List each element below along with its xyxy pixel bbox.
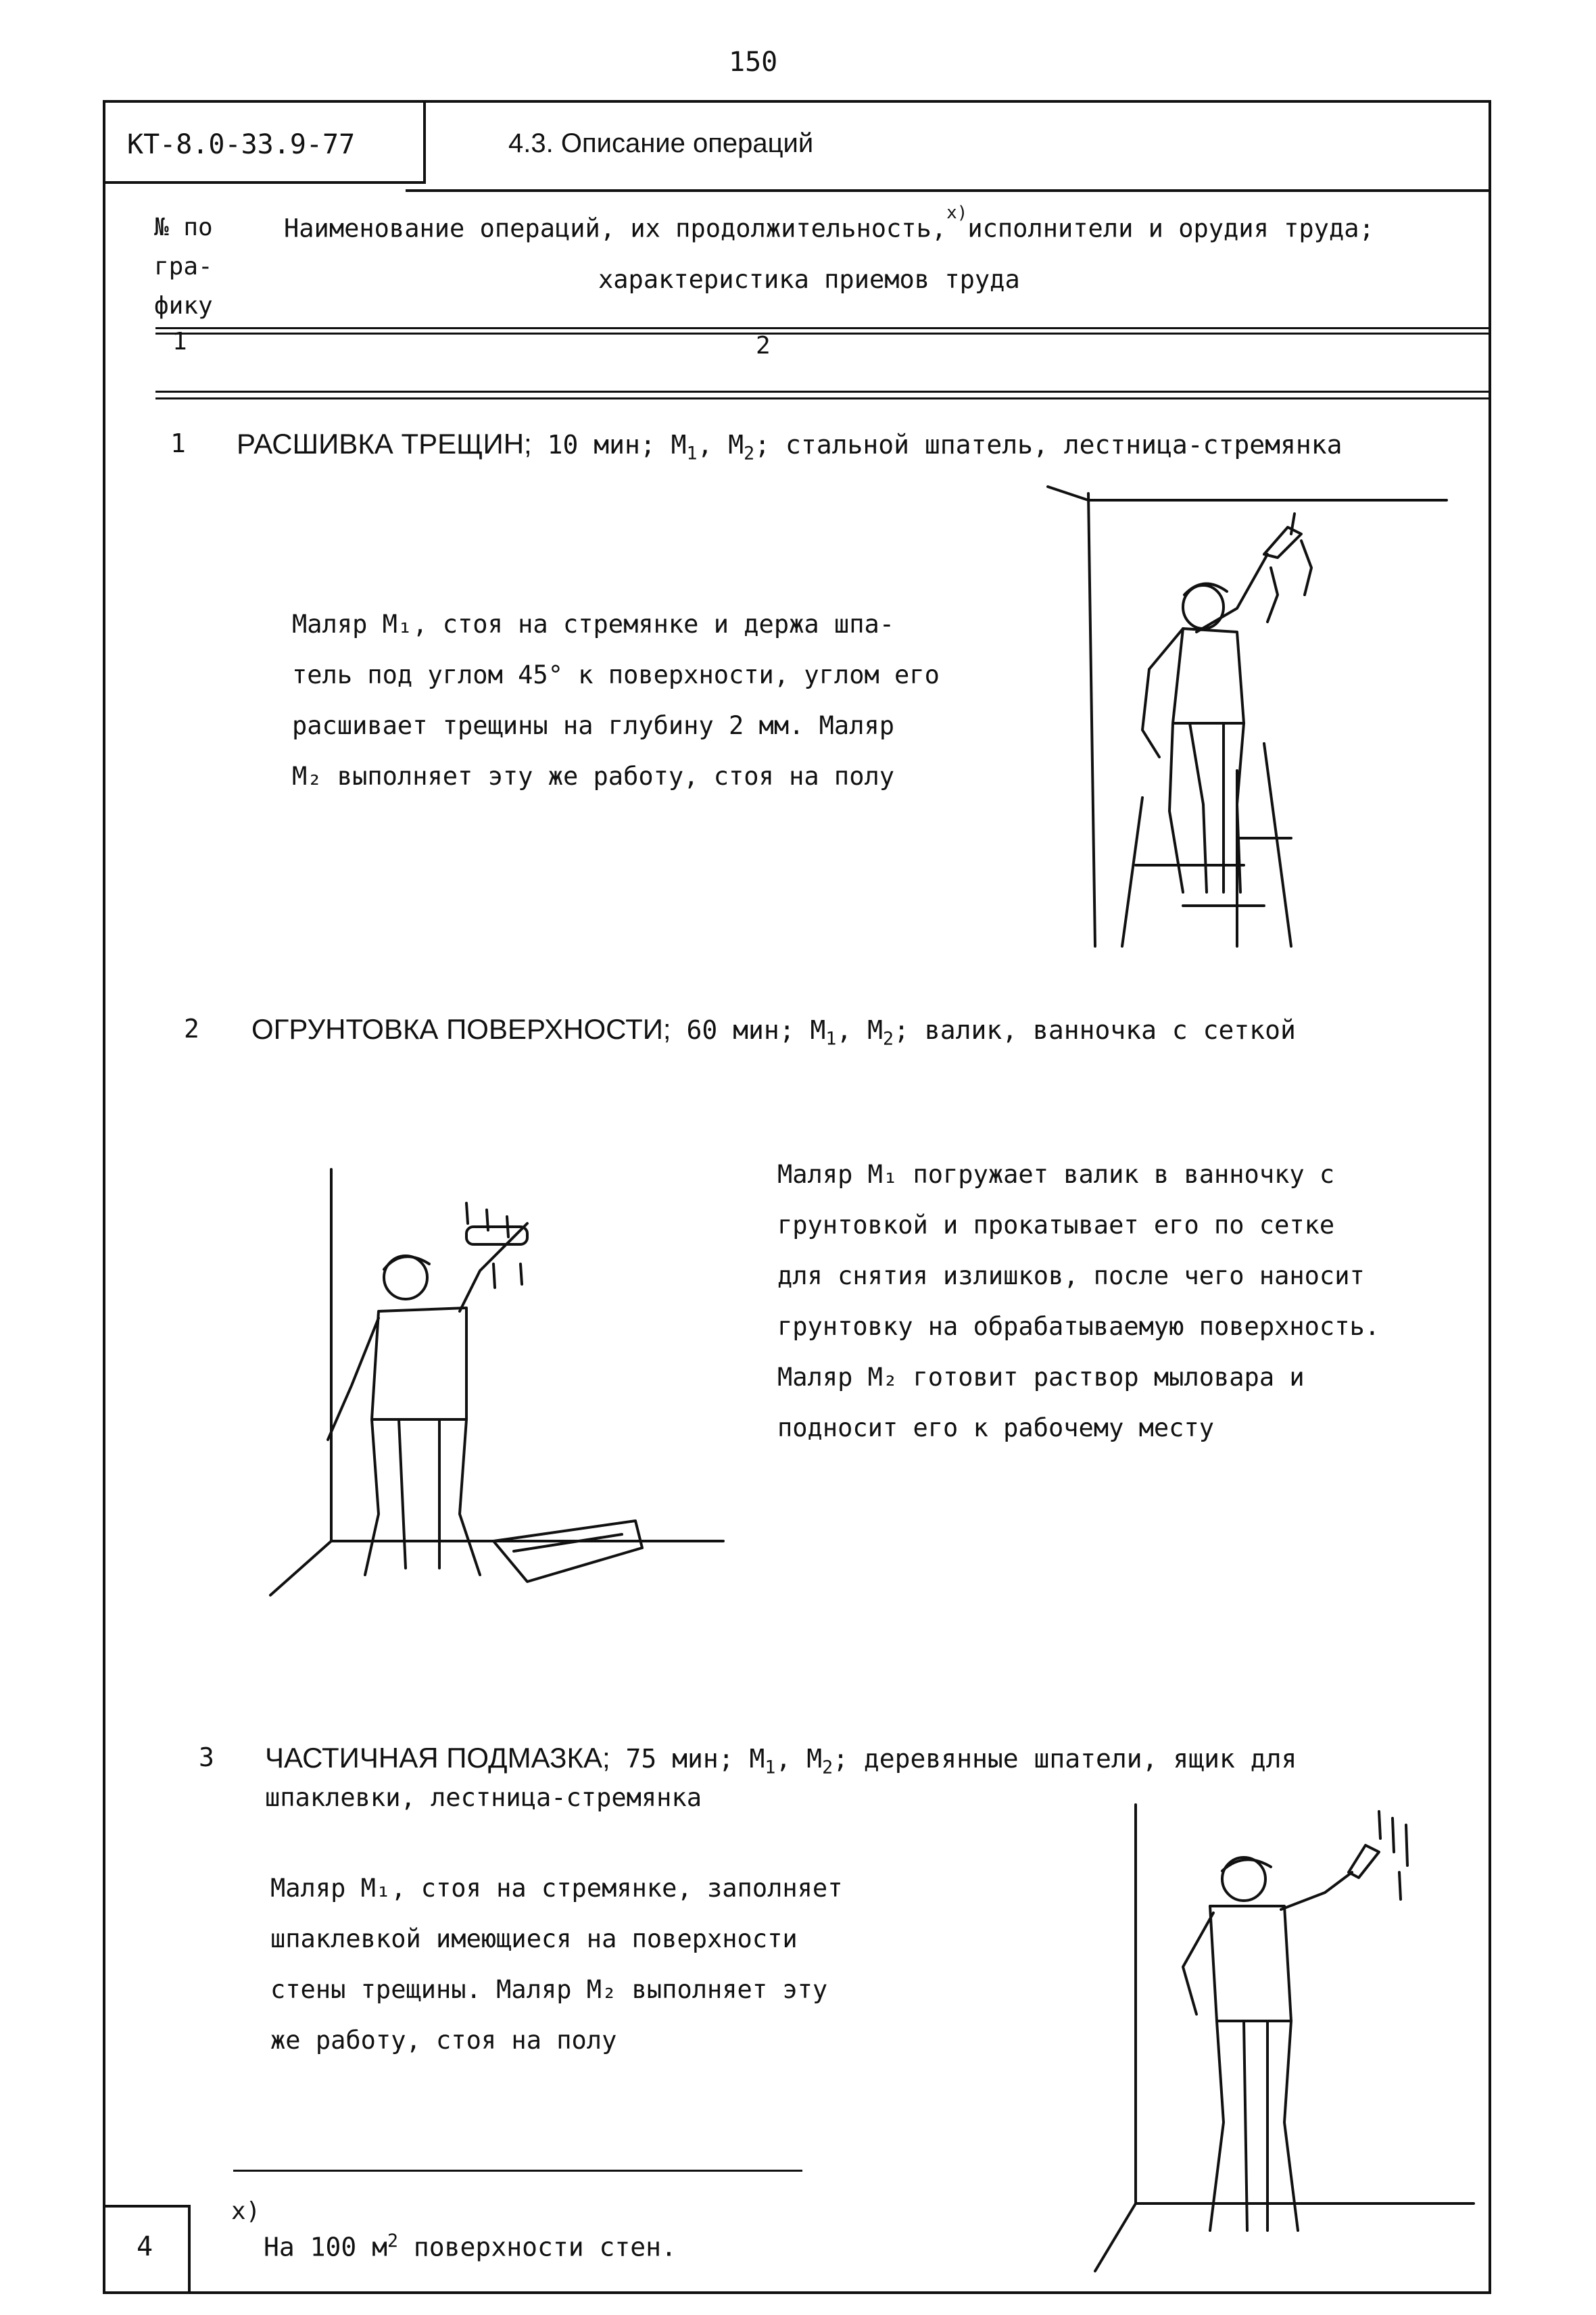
header-col2-text-b: исполнители и орудия труда; (967, 214, 1374, 243)
footnote-text-pre: На 100 м (264, 2232, 388, 2262)
frame-top (103, 100, 1491, 103)
op1-illustration (1034, 487, 1467, 960)
op3-illustration (1082, 1798, 1487, 2285)
wall-corner (1095, 1805, 1136, 2271)
op1-number: 1 (170, 429, 186, 458)
worker-legs-inner (1190, 723, 1224, 892)
op3-description: Маляр М₁, стоя на стремянке, заполняет шпаклевкой имеющиеся на поверхности стены трещины. Маляр М₂ выполняет эту же работу, стоя на полу (270, 1874, 843, 2055)
header-col2-line1 (284, 203, 1374, 244)
header-line-3 (155, 391, 1489, 393)
worker-arms (1183, 1872, 1352, 2014)
code-box-bottom (103, 181, 426, 184)
op3-tools: ; деревянные шпатели, ящик для (833, 1744, 1297, 1774)
op2-description: Маляр М₁ погружает валик в ванночку с грунтовкой и прокатывает его по сетке для снятия излишков, после чего наносит грунтовку на обрабатываемую поверхность. Маляр М₂ готовит раствор мыловара и подносит его к рабочему месту (777, 1160, 1380, 1442)
op3-number: 3 (199, 1743, 214, 1772)
op1-tools: ; стальной шпатель, лестница-стремянка (754, 430, 1343, 460)
op2-number: 2 (184, 1014, 199, 1044)
worker-head (1222, 1857, 1265, 1901)
header-col1-number: 1 (172, 328, 187, 356)
section-title: 4.3. Описание операций (508, 128, 814, 158)
op2-sub1: 1 (825, 1028, 837, 1050)
op2-heading-caps: ОГРУНТОВКА ПОВЕРХНОСТИ; (251, 1013, 671, 1045)
op3-heading-caps: ЧАСТИЧНАЯ ПОДМАЗКА; (265, 1742, 610, 1774)
code-box-right (423, 100, 426, 182)
op3-sep: , М (775, 1744, 823, 1774)
worker-arms (328, 1223, 527, 1440)
footnote-text-post: поверхности стен. (398, 2232, 677, 2262)
op1-heading-rest: 10 мин; М (547, 430, 687, 460)
op3-heading (265, 1741, 1297, 1779)
worker-legs (365, 1419, 480, 1575)
spatula (1264, 527, 1301, 558)
wall-corner-line (1088, 493, 1095, 946)
header-col1: № по гра- фику (154, 214, 213, 320)
op2-heading-rest: 60 мин; М (686, 1015, 826, 1045)
footnote-rule (233, 2170, 802, 2172)
wall-corner (270, 1169, 331, 1595)
op1-heading (237, 427, 1343, 465)
footnote-text (264, 2231, 677, 2263)
header-line-top (406, 189, 1489, 192)
footnote-sup: 2 (387, 2231, 399, 2251)
page-number: 150 (729, 47, 778, 78)
stepladder (1122, 744, 1291, 946)
op1-sub1: 1 (686, 443, 698, 464)
op1-description: Маляр М₁, стоя на стремянке и держа шпа- тель под углом 45° к поверхности, углом его расшивает трещины на глубину 2 мм. Маляр М₂ выполняет эту же работу, стоя на полу (292, 610, 940, 791)
frame-left (103, 100, 105, 2293)
header-col2-number: 2 (756, 332, 771, 360)
worker-torso (1173, 629, 1244, 723)
op3-heading-rest: 75 мин; М (625, 1744, 765, 1774)
op2-heading (251, 1013, 1296, 1050)
header-col2-text: Наименование операций, их продолжительность, (284, 214, 947, 243)
worker-torso (372, 1308, 466, 1419)
op3-sub2: 2 (822, 1757, 833, 1778)
op2-sep: , М (836, 1015, 884, 1045)
op1-sep: , М (697, 430, 744, 460)
header-col2-line2: характеристика приемов труда (598, 265, 1020, 294)
op1-sub2: 2 (744, 443, 755, 464)
corner-box-top (103, 2205, 191, 2208)
op1-heading-caps: РАСШИВКА ТРЕЩИН; (237, 428, 532, 460)
doc-code: КТ-8.0-33.9-77 (127, 129, 356, 160)
op2-illustration (264, 1163, 723, 1609)
footnote-mark: x) (231, 2197, 261, 2225)
op2-tools: ; валик, ванночка с сеткой (894, 1015, 1296, 1045)
roller (466, 1227, 527, 1244)
op3-sub1: 1 (765, 1757, 776, 1778)
wall-cracks (1267, 514, 1311, 622)
header-line-2 (155, 333, 1489, 335)
header-footnote-mark: x) (946, 203, 968, 223)
worker-torso (1210, 1906, 1291, 2021)
corner-box-right (188, 2205, 191, 2293)
frame-bottom (103, 2291, 1491, 2294)
op2-sub2: 2 (883, 1028, 894, 1050)
op3-tools-line2: шпаклевки, лестница-стремянка (265, 1783, 702, 1812)
worker-legs (1210, 2021, 1298, 2231)
corner-number: 4 (137, 2231, 153, 2262)
header-line-4 (155, 397, 1489, 399)
putty-marks (1379, 1811, 1407, 1899)
frame-right (1489, 100, 1491, 2293)
header-line-1 (155, 327, 1489, 329)
corner-mark (1048, 487, 1088, 500)
